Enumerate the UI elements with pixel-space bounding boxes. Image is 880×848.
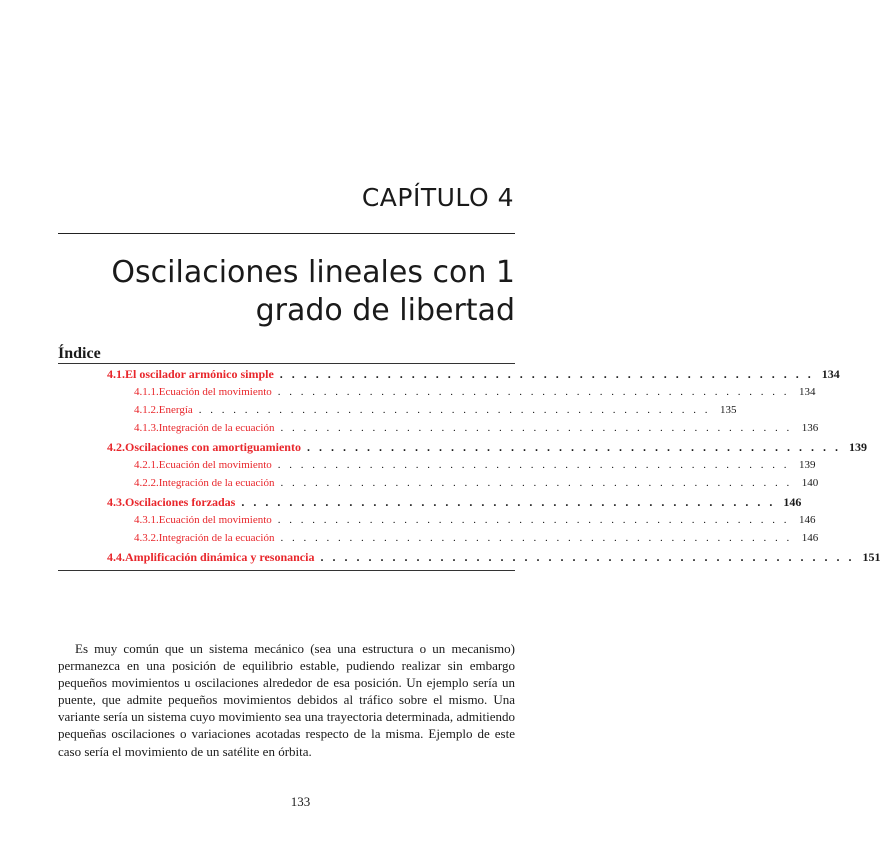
toc-entry-title: Integración de la ecuación — [158, 477, 275, 489]
chapter-title — [75, 254, 515, 330]
toc-entry-number: 4.1. — [107, 367, 125, 381]
toc-entry-page: 140 — [801, 477, 819, 489]
toc-entry-page: 139 — [799, 459, 816, 471]
toc-leader-dots: . . . . . . . . . . . . . . . . . . . . . . . . . . . . . . . . . . . . . . . . . . . . . — [277, 386, 790, 398]
toc-leader-dots: . . . . . . . . . . . . . . . . . . . . . . . . . . . . . . . . . . . . . . . . . . . . . — [198, 404, 711, 416]
toc-entry-4-2[interactable] — [107, 439, 867, 455]
toc-entry-number: 4.1.3. — [134, 422, 159, 434]
page-number: 133 — [290, 794, 311, 809]
chapter-label: CAPÍTULO 4 — [361, 183, 514, 212]
toc-entry-4-1-1[interactable] — [134, 384, 816, 400]
toc-leader-dots: . . . . . . . . . . . . . . . . . . . . . . . . . . . . . . . . . . . . . . . . . . . . . — [277, 459, 790, 471]
toc-heading: Índice — [58, 345, 101, 362]
toc-entry-number: 4.2. — [107, 440, 125, 454]
toc-leader-dots: . . . . . . . . . . . . . . . . . . . . . . . . . . . . . . . . . . . . . . . . . . . . . — [241, 495, 776, 509]
toc-entry-title: Ecuación del movimiento — [158, 514, 272, 526]
toc-entry-title: Ecuación del movimiento — [158, 386, 272, 398]
chapter-rule — [58, 233, 515, 234]
toc-leader-dots: . . . . . . . . . . . . . . . . . . . . . . . . . . . . . . . . . . . . . . . . . . . . . — [280, 532, 793, 544]
toc-entry-page: 134 — [799, 386, 816, 398]
toc-entry-number: 4.2.1. — [134, 459, 159, 471]
toc-entry-title: Integración de la ecuación — [158, 532, 275, 544]
toc-entry-4-2-2[interactable] — [134, 475, 819, 491]
toc-entry-4-4[interactable] — [107, 549, 880, 565]
body-text — [58, 640, 515, 760]
toc-entry-number: 4.4. — [107, 550, 125, 564]
toc-entry-page: 146 — [783, 495, 802, 509]
intro-paragraph: Es muy común que un sistema mecánico (sea una estructura o un mecanismo) permanezca en una posición de equilibrio estable, pudiendo realizar sin embargo pequeños movimientos u oscilaciones alrededor de esa posición. Un ejemplo sería un puente, que admite pequeños movimientos debidos al tráfico sobre el mismo. Una variante sería un sistema cuyo movimiento sea una trayectoria determinada, admitiendo pequeñas oscilaciones o variaciones acotadas respecto de la misma. Ejemplo de este caso sería el movimiento de un satélite en órbita. — [58, 641, 515, 759]
chapter-title-line-2: grado de libertad — [255, 293, 515, 328]
toc-leader-dots: . . . . . . . . . . . . . . . . . . . . . . . . . . . . . . . . . . . . . . . . . . . . . — [277, 514, 790, 526]
toc-entry-title: Energía — [158, 404, 193, 416]
toc-entry-4-3[interactable] — [107, 494, 802, 510]
toc-leader-dots: . . . . . . . . . . . . . . . . . . . . . . . . . . . . . . . . . . . . . . . . . . . . . — [279, 367, 814, 381]
toc-bottom-rule — [58, 570, 515, 571]
toc-entry-title: Amplificación dinámica y resonancia — [125, 550, 315, 564]
toc-leader-dots: . . . . . . . . . . . . . . . . . . . . . . . . . . . . . . . . . . . . . . . . . . . . . — [280, 477, 793, 489]
toc-entry-4-3-1[interactable] — [134, 512, 816, 528]
toc-entry-number: 4.3. — [107, 495, 125, 509]
toc-entry-number: 4.1.1. — [134, 386, 159, 398]
toc-entry-4-2-1[interactable] — [134, 457, 816, 473]
toc-entry-number: 4.3.2. — [134, 532, 159, 544]
toc-entry-4-1[interactable] — [107, 366, 840, 382]
toc-entry-page: 146 — [801, 532, 819, 544]
toc-entry-page: 134 — [821, 367, 840, 381]
toc-leader-dots: . . . . . . . . . . . . . . . . . . . . . . . . . . . . . . . . . . . . . . . . . . . . . — [280, 422, 793, 434]
toc-entry-page: 135 — [720, 404, 737, 416]
toc-entry-page: 136 — [801, 422, 819, 434]
toc-leader-dots: . . . . . . . . . . . . . . . . . . . . . . . . . . . . . . . . . . . . . . . . . . . . . — [306, 440, 841, 454]
chapter-title-line-1: Oscilaciones lineales con 1 — [111, 255, 515, 290]
toc-entry-page: 151 — [862, 550, 880, 564]
toc-top-rule — [58, 363, 515, 364]
toc-entry-title: Ecuación del movimiento — [158, 459, 272, 471]
toc-entry-page: 139 — [848, 440, 867, 454]
toc-entry-page: 146 — [799, 514, 816, 526]
toc-entry-title: El oscilador armónico simple — [125, 367, 274, 381]
toc-entry-title: Oscilaciones con amortiguamiento — [125, 440, 301, 454]
toc-leader-dots: . . . . . . . . . . . . . . . . . . . . . . . . . . . . . . . . . . . . . . . . . . . . . — [320, 550, 855, 564]
toc-entry-4-1-3[interactable] — [134, 420, 819, 436]
toc-entry-number: 4.2.2. — [134, 477, 159, 489]
toc-entry-title: Oscilaciones forzadas — [125, 495, 236, 509]
toc-entry-title: Integración de la ecuación — [158, 422, 275, 434]
toc-entry-4-3-2[interactable] — [134, 530, 819, 546]
toc-entry-number: 4.3.1. — [134, 514, 159, 526]
toc-entry-4-1-2[interactable] — [134, 402, 737, 418]
toc-entry-number: 4.1.2. — [134, 404, 159, 416]
